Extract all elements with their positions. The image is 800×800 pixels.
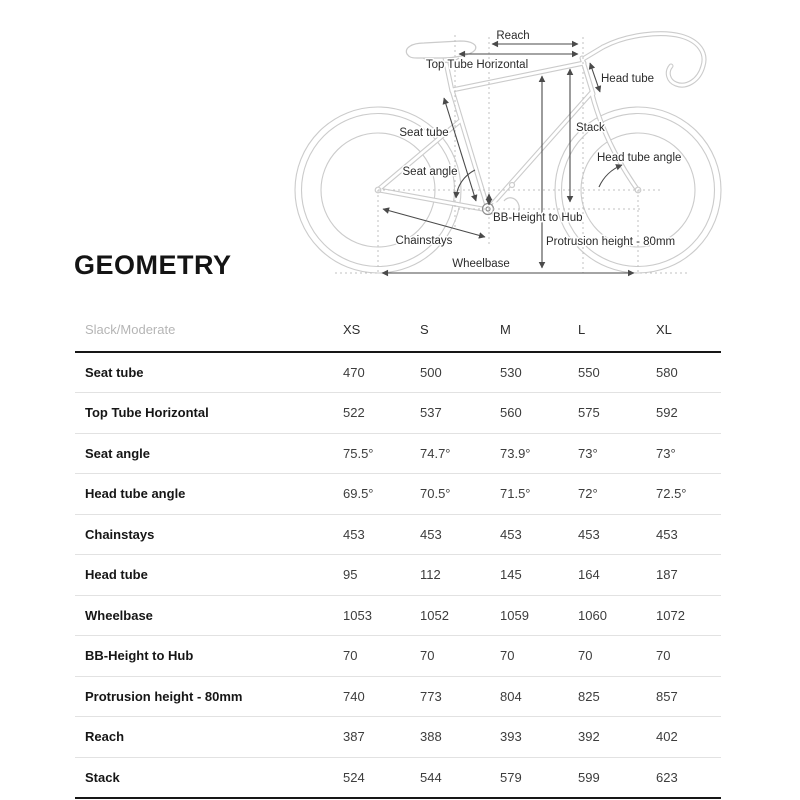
cell-value: 579 (500, 769, 522, 785)
cell-value: 453 (420, 526, 442, 542)
label-head-tube-angle: Head tube angle (597, 152, 682, 164)
row-label: BB-Height to Hub (85, 648, 194, 664)
geometry-table-body (75, 352, 721, 798)
geometry-table (75, 308, 721, 799)
table-row (75, 474, 721, 515)
column-header-mode: Slack/Moderate (85, 322, 176, 337)
cell-value: 73.9° (500, 445, 531, 461)
cell-value: 145 (500, 567, 522, 583)
table-row (75, 433, 721, 474)
cell-value: 575 (578, 405, 600, 421)
cell-value: 388 (420, 729, 442, 745)
label-head-tube: Head tube (601, 73, 655, 85)
table-row (75, 595, 721, 636)
cell-value: 773 (420, 688, 442, 704)
cell-value: 70 (420, 648, 435, 664)
cell-value: 453 (343, 526, 365, 542)
row-label: Seat tube (85, 365, 144, 380)
cell-value: 70 (500, 648, 515, 664)
row-label: Chainstays (85, 526, 155, 542)
row-label: Stack (85, 769, 120, 785)
cell-value: 825 (578, 688, 600, 704)
row-label: Protrusion height - 80mm (85, 688, 243, 704)
cell-value: 453 (656, 526, 678, 542)
geometry-table-head (75, 308, 721, 352)
row-label: Reach (85, 729, 125, 745)
cell-value: 70.5° (420, 486, 451, 502)
label-chainstays: Chainstays (395, 235, 453, 247)
row-label: Head tube angle (85, 486, 186, 502)
cell-value: 72° (578, 486, 598, 502)
cell-value: 544 (420, 769, 442, 785)
label-seat-tube: Seat tube (399, 127, 449, 139)
label-reach: Reach (496, 30, 530, 42)
label-bb-height-to-hub: BB-Height to Hub (493, 212, 583, 224)
cell-value: 592 (656, 405, 678, 421)
cell-value: 70 (343, 648, 358, 664)
cell-value: 804 (500, 688, 522, 704)
row-label: Seat angle (85, 445, 151, 461)
cell-value: 1072 (656, 607, 685, 623)
cell-value: 187 (656, 567, 678, 583)
table-row (75, 717, 721, 758)
column-header-size-l: L (578, 322, 586, 337)
cell-value: 524 (343, 769, 365, 785)
cell-value: 1059 (500, 607, 529, 623)
column-header-size-xs: XS (343, 322, 361, 337)
column-header-size-xl: XL (656, 322, 672, 337)
label-stack: Stack (576, 122, 605, 134)
geometry-table-wrap (75, 308, 721, 799)
cell-value: 550 (578, 365, 600, 380)
table-row (75, 352, 721, 393)
cell-value: 69.5° (343, 486, 374, 502)
cell-value: 73° (656, 445, 676, 461)
label-wheelbase: Wheelbase (452, 258, 510, 270)
table-row (75, 514, 721, 555)
cell-value: 1052 (420, 607, 449, 623)
cell-value: 560 (500, 405, 522, 421)
cell-value: 453 (578, 526, 600, 542)
cell-value: 740 (343, 688, 365, 704)
cell-value: 1053 (343, 607, 372, 623)
column-header-size-s: S (420, 322, 429, 337)
row-label: Head tube (85, 567, 148, 583)
cell-value: 522 (343, 405, 365, 421)
cell-value: 164 (578, 567, 600, 583)
bike-diagram-svg (278, 22, 730, 288)
cell-value: 74.7° (420, 445, 451, 461)
column-header-size-m: M (500, 322, 511, 337)
cell-value: 112 (420, 567, 441, 583)
table-row (75, 676, 721, 717)
cell-value: 95 (343, 567, 358, 583)
table-row (75, 636, 721, 677)
cell-value: 500 (420, 365, 442, 380)
cell-value: 470 (343, 365, 365, 380)
cell-value: 402 (656, 729, 678, 745)
cell-value: 537 (420, 405, 442, 421)
cell-value: 580 (656, 365, 678, 380)
cell-value: 387 (343, 729, 365, 745)
cell-value: 857 (656, 688, 678, 704)
cell-value: 75.5° (343, 445, 374, 461)
row-label: Wheelbase (85, 607, 153, 623)
cell-value: 453 (500, 526, 522, 542)
cell-value: 70 (656, 648, 671, 664)
cell-value: 71.5° (500, 486, 531, 502)
cell-value: 392 (578, 729, 600, 745)
cell-value: 530 (500, 365, 522, 380)
cell-value: 70 (578, 648, 593, 664)
cell-value: 73° (578, 445, 598, 461)
bike-geometry-diagram (278, 22, 730, 288)
table-row (75, 393, 721, 434)
table-row (75, 555, 721, 596)
cell-value: 393 (500, 729, 522, 745)
label-protrusion-height: Protrusion height - 80mm (546, 236, 676, 248)
label-top-tube-horizontal: Top Tube Horizontal (425, 59, 529, 71)
label-seat-angle: Seat angle (402, 166, 458, 178)
cell-value: 1060 (578, 607, 607, 623)
table-row (75, 757, 721, 798)
header-row (75, 308, 721, 352)
cell-value: 623 (656, 769, 678, 785)
section-title: GEOMETRY (74, 250, 232, 280)
cell-value: 599 (578, 769, 600, 785)
cell-value: 72.5° (656, 486, 687, 502)
row-label: Top Tube Horizontal (85, 405, 209, 421)
